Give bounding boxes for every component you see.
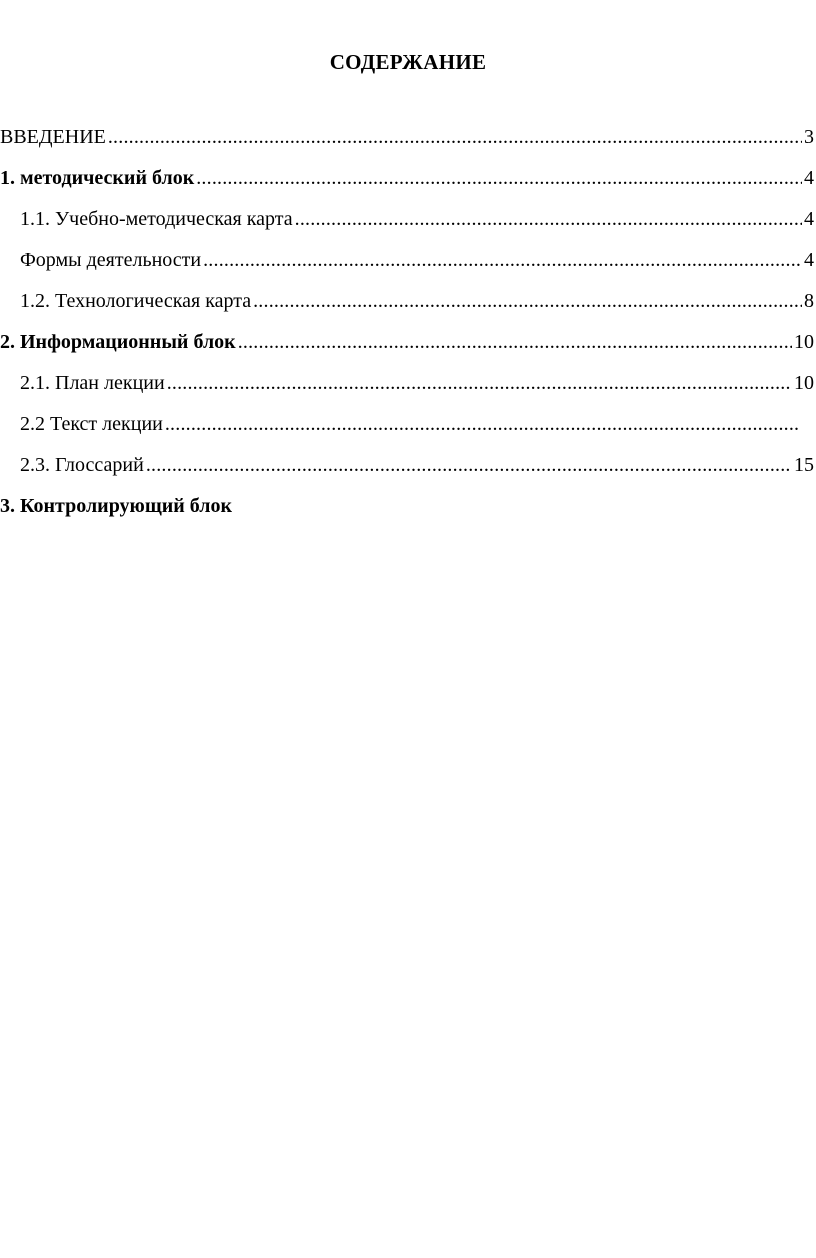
toc-entry-label: 3. Контролирующий блок <box>0 495 233 517</box>
toc-dot-leader <box>146 450 792 480</box>
toc-entry[interactable] <box>0 204 816 245</box>
toc-entry-page: 15 <box>794 454 814 476</box>
toc-entry-label: 2.2 Текст лекции <box>20 413 163 435</box>
toc-entry[interactable] <box>0 245 816 286</box>
toc-dot-leader <box>165 409 800 439</box>
toc-entry-label: 1. методический блок <box>0 167 195 189</box>
toc-dot-leader <box>253 286 802 316</box>
toc-dot-leader <box>203 245 802 275</box>
toc-dot-leader <box>196 163 802 193</box>
toc-entry[interactable] <box>0 286 816 327</box>
toc-entry-label: 2.1. План лекции <box>20 372 165 394</box>
toc-entry-page: 4 <box>804 167 814 189</box>
toc-entry[interactable] <box>0 491 816 532</box>
toc-entry-page: 3 <box>804 126 814 148</box>
toc-entry-label: 1.1. Учебно-методическая карта <box>20 208 293 230</box>
toc-entry-label: 2.3. Глоссарий <box>20 454 144 476</box>
toc-entry-label: 2. Информационный блок <box>0 331 236 353</box>
toc-entry-label: ВВЕДЕНИЕ <box>0 126 106 148</box>
toc-entry[interactable] <box>0 409 816 450</box>
toc-entry-label: Формы деятельности <box>20 249 202 271</box>
toc-dot-leader <box>167 368 792 398</box>
toc-entry[interactable] <box>0 327 816 368</box>
toc-entry-page: 4 <box>804 208 814 230</box>
toc-entry[interactable] <box>0 368 816 409</box>
toc-entry-page: 4 <box>804 249 814 271</box>
toc-dot-leader <box>108 122 802 152</box>
toc-dot-leader <box>295 204 802 234</box>
toc-entry[interactable] <box>0 450 816 491</box>
toc-entry[interactable] <box>0 122 816 163</box>
toc-entry[interactable] <box>0 163 816 204</box>
toc-entry-page: 10 <box>794 331 814 353</box>
table-of-contents <box>0 122 816 532</box>
toc-entry-page: 8 <box>804 290 814 312</box>
toc-dot-leader <box>238 327 792 357</box>
page-title: СОДЕРЖАНИЕ <box>329 50 487 74</box>
toc-entry-page: 10 <box>794 372 814 394</box>
toc-entry-label: 1.2. Технологическая карта <box>20 290 252 312</box>
